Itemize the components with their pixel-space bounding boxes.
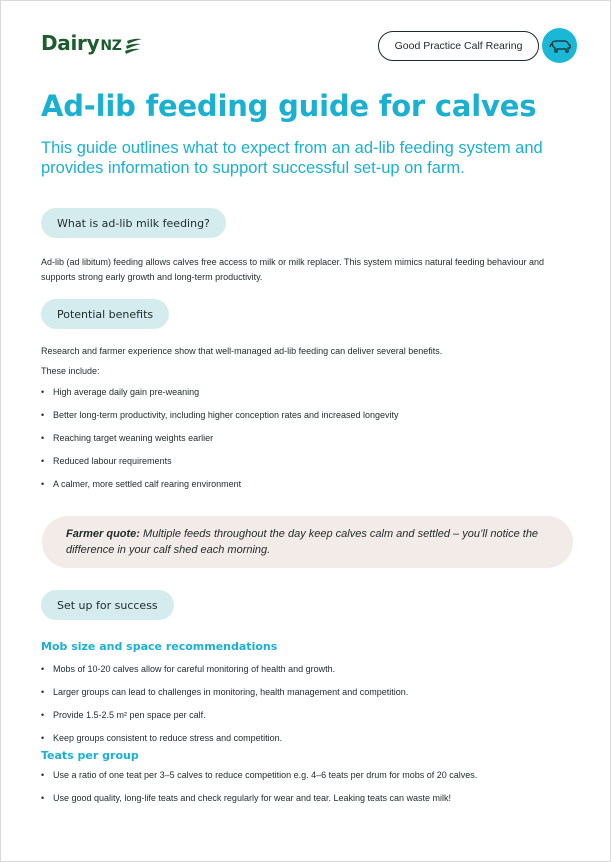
list-item: • Mobs of 10-20 calves allow for careful monitoring of health and growth. — [41, 664, 571, 687]
what-is-text: Ad-lib (ad libitum) feeding allows calves free access to milk or milk replacer. This system mimics natural feeding behaviour and supports strong early growth and long-term productivity. — [41, 257, 545, 282]
logo-text: Dairy — [41, 31, 100, 55]
quote-text: Multiple feeds throughout the day keep calves calm and settled – you’ll notice the difference in your calf shed each morning. — [66, 528, 539, 556]
list-item: • Reaching target weaning weights earlier — [41, 433, 571, 456]
logo-suffix: NZ — [100, 38, 122, 54]
list-item: • A calmer, more settled calf rearing environment — [41, 479, 571, 502]
benefits-list — [41, 387, 571, 502]
list-item: • High average daily gain pre-weaning — [41, 387, 571, 410]
section-heading-benefits: Potential benefits — [41, 299, 169, 329]
farmer-quote — [42, 516, 573, 568]
list-item: • Larger groups can lead to challenges in monitoring, health management and competition. — [41, 687, 571, 710]
quote-label: Farmer quote: — [66, 528, 140, 540]
list-item: • Reduced labour requirements — [41, 456, 571, 479]
list-item: • Use a ratio of one teat per 3–5 calves to reduce competition e.g. 4–6 teats per drum for mobs of 20 calves. — [41, 770, 571, 793]
benefits-intro: Research and farmer experience show that well-managed ad-lib feeding can deliver several benefits. — [41, 346, 443, 356]
logo-swoosh-icon — [124, 37, 144, 55]
cow-icon — [542, 28, 577, 63]
list-item: • Better long-term productivity, including higher conception rates and increased longevity — [41, 410, 571, 433]
series-label: Good Practice Calf Rearing — [394, 40, 523, 52]
teats-heading: Teats per group — [41, 749, 139, 762]
list-item: • Use good quality, long-life teats and check regularly for wear and tear. Leaking teats can waste milk! — [41, 793, 571, 816]
teats-list — [41, 770, 571, 816]
dairynz-logo — [41, 31, 144, 55]
page-subtitle: This guide outlines what to expect from an ad-lib feeding system and provides information to support successful set-up on farm. — [41, 139, 543, 177]
list-item: • Keep groups consistent to reduce stress and competition. — [41, 733, 571, 747]
section-heading-what-is: What is ad-lib milk feeding? — [41, 208, 226, 238]
page-title: Ad-lib feeding guide for calves — [41, 89, 537, 123]
section-heading-setup: Set up for success — [41, 590, 174, 620]
series-label-pill — [378, 31, 539, 61]
list-item: • Provide 1.5-2.5 m² pen space per calf. — [41, 710, 571, 733]
benefits-intro-2: These include: — [41, 366, 100, 376]
mob-size-heading: Mob size and space recommendations — [41, 640, 278, 653]
mob-size-list — [41, 664, 571, 747]
